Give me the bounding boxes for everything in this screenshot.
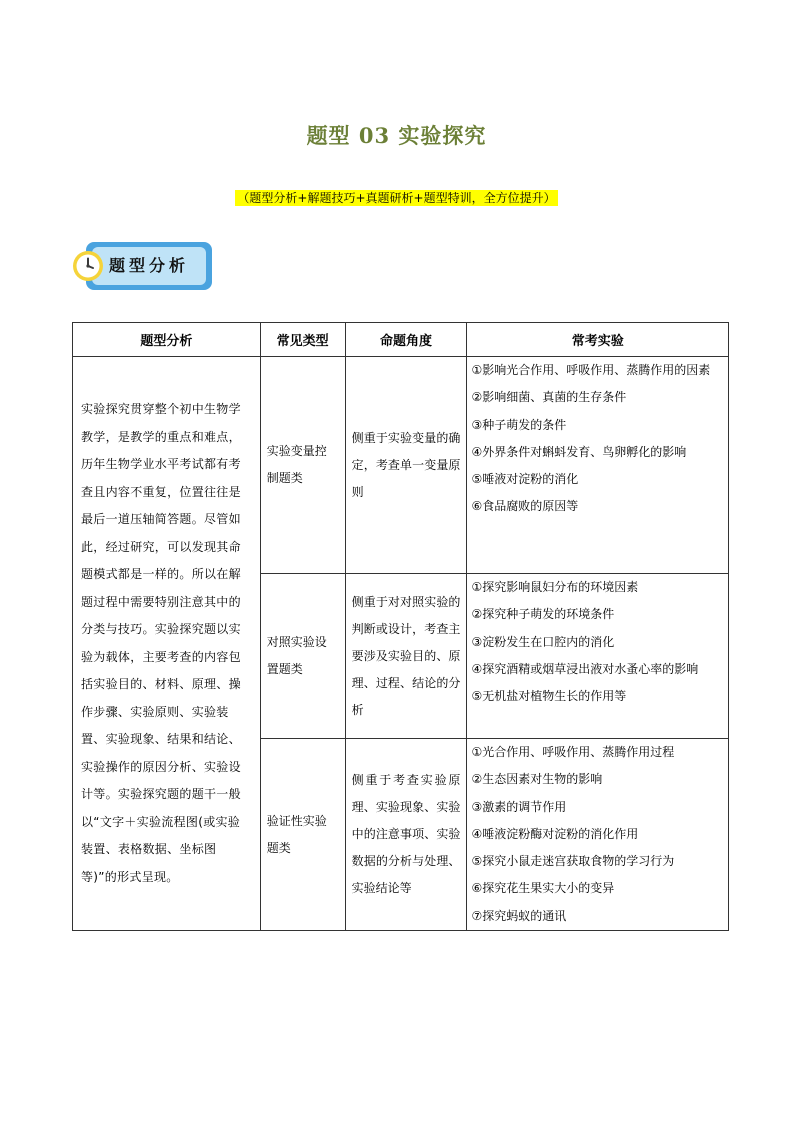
section-badge xyxy=(72,240,214,294)
list-item: ②生态因素对生物的影响 xyxy=(471,772,603,787)
list-item: ③种子萌发的条件 xyxy=(471,417,567,432)
type-cell: 验证性实验题类 xyxy=(260,739,345,931)
list-item: ⑥探究花生果实大小的变异 xyxy=(471,881,615,896)
page-title: 题型 03 实验探究 xyxy=(306,123,487,148)
subtitle: （题型分析+解题技巧+真题研析+题型特训，全方位提升） xyxy=(237,191,556,205)
type-cell: 实验变量控制题类 xyxy=(260,357,345,574)
subtitle-wrap xyxy=(0,187,793,206)
experiments-cell xyxy=(467,739,729,931)
analysis-text: 实验探究贯穿整个初中生物学教学，是教学的重点和难点，历年生物学业水平考试都有考查且内容不重复，位置往往是最后一道压轴简答题。尽管如此，经过研究，可以发现其命题模式都是一样的。所以在解题过程中需要特别注意其中的分类与技巧。实验探究题以实验为载体，主要考查的内容包括实验目的、材料、原理、操作步骤、实验原则、实验装置、实验现象、结果和结论、实验操作的原因分析、实验设计等。实验探究题的题干一般以“文字＋实验流程图(或实验装置、表格数据、坐标图等)”的形式呈现。 xyxy=(73,357,261,931)
list-item: ⑥食品腐败的原因等 xyxy=(471,499,579,514)
list-item: ③激素的调节作用 xyxy=(471,799,567,814)
experiments-cell xyxy=(467,574,729,739)
header-type: 常见类型 xyxy=(260,323,345,357)
list-item: ①光合作用、呼吸作用、蒸腾作用过程 xyxy=(471,745,675,759)
angle-cell: 侧重于考查实验原理、实验现象、实验中的注意事项、实验数据的分析与处理、实验结论等 xyxy=(345,739,467,931)
list-item: ⑤唾液对淀粉的消化 xyxy=(471,472,579,487)
list-item: ④外界条件对蝌蚪发育、鸟卵孵化的影响 xyxy=(471,444,687,459)
analysis-table xyxy=(72,322,729,931)
list-item: ⑤无机盐对植物生长的作用等 xyxy=(471,689,627,704)
list-item: ①影响光合作用、呼吸作用、蒸腾作用的因素 xyxy=(471,363,711,377)
list-item: ④唾液淀粉酶对淀粉的消化作用 xyxy=(471,826,639,841)
type-cell: 对照实验设置题类 xyxy=(260,574,345,739)
table-row xyxy=(73,357,729,574)
clock-icon xyxy=(72,250,104,282)
list-item: ④探究酒精或烟草浸出液对水蚤心率的影响 xyxy=(471,661,699,676)
list-item: ②探究种子萌发的环境条件 xyxy=(471,607,615,622)
list-item: ②影响细菌、真菌的生存条件 xyxy=(471,390,627,405)
experiments-cell xyxy=(467,357,729,574)
header-experiments: 常考实验 xyxy=(467,323,729,357)
header-angle: 命题角度 xyxy=(345,323,467,357)
header-analysis: 题型分析 xyxy=(73,323,261,357)
list-item: ⑦探究蚂蚁的通讯 xyxy=(471,908,567,923)
angle-cell: 侧重于实验变量的确定，考查单一变量原则 xyxy=(345,357,467,574)
list-item: ③淀粉发生在口腔内的消化 xyxy=(471,634,615,649)
table-header-row xyxy=(73,323,729,357)
list-item: ①探究影响鼠妇分布的环境因素 xyxy=(471,580,639,594)
section-badge-label: 题型分析 xyxy=(92,247,206,285)
list-item: ⑤探究小鼠走迷宫获取食物的学习行为 xyxy=(471,854,675,869)
angle-cell: 侧重于对对照实验的判断或设计，考查主要涉及实验目的、原理、过程、结论的分析 xyxy=(345,574,467,739)
